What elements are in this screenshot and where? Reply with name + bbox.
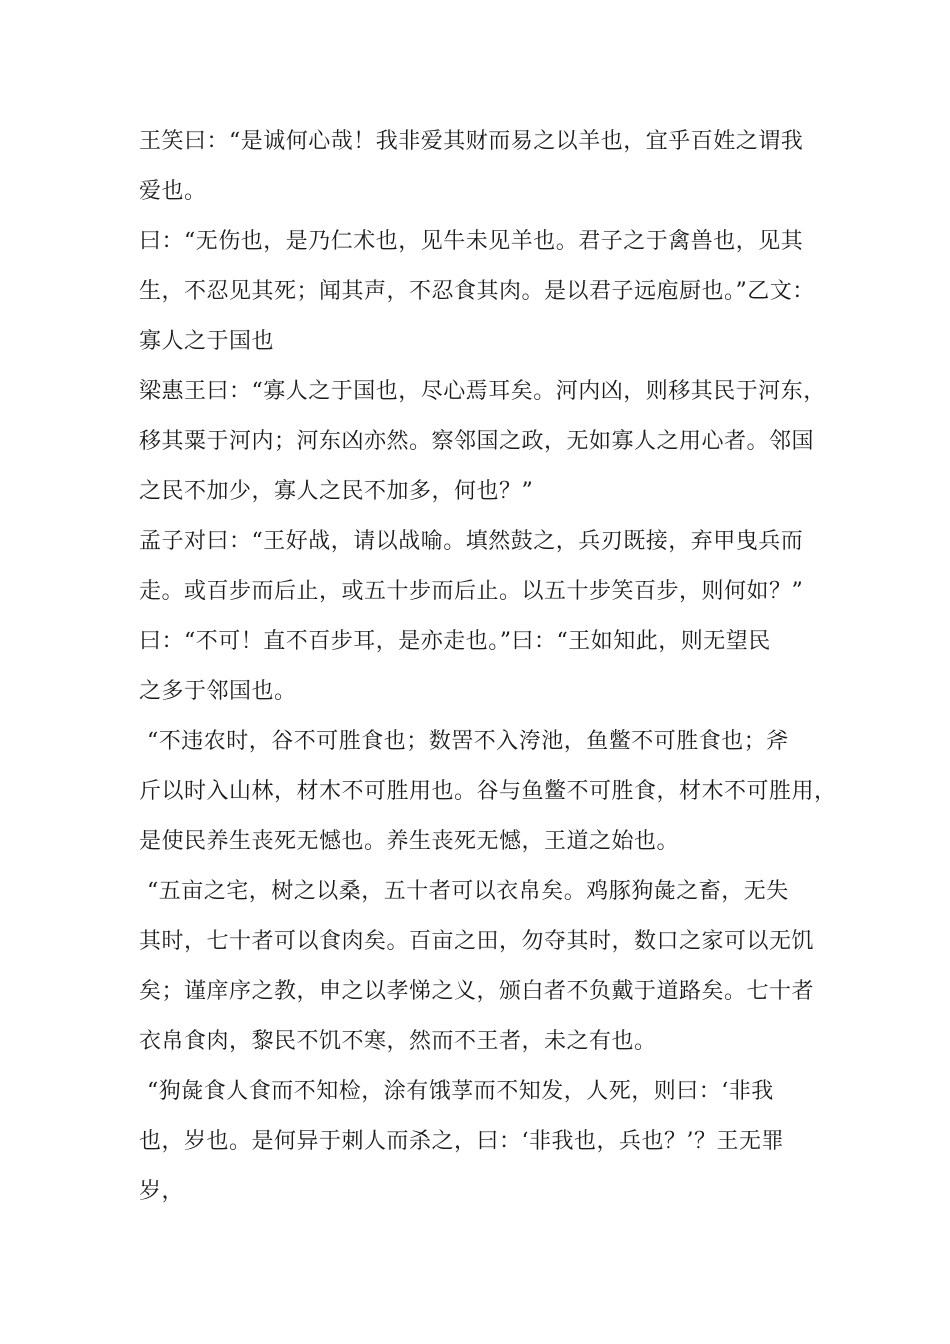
- document-body: [139, 117, 839, 1217]
- text-line: 生，不忍见其死；闻其声，不忍食其肉。是以君子远庖厨也。”乙文：: [139, 279, 815, 304]
- text-line: 其时，七十者可以食肉矣。百亩之田，勿夺其时，数口之家可以无饥: [139, 929, 815, 954]
- text-line: 也，岁也。是何异于刺人而杀之，曰：‘非我也，兵也？’？王无罪: [139, 1129, 784, 1154]
- text-line: 孟子对曰：“王好战，请以战喻。填然鼓之，兵刃既接，弃甲曳兵而: [139, 529, 804, 554]
- text-line: 之民不加少，寡人之民不加多，何也？”: [139, 479, 534, 504]
- text-line: “五亩之宅，树之以桑，五十者可以衣帛矣。鸡豚狗彘之畜，无失: [147, 879, 789, 904]
- text-line: 梁惠王曰：“寡人之于国也，尽心焉耳矣。河内凶，则移其民于河东，: [139, 379, 826, 404]
- text-line: 斤以时入山林，材木不可胜用也。谷与鱼鳖不可胜食，材木不可胜用，: [139, 779, 837, 804]
- text-line: 之多于邻国也。: [139, 679, 297, 704]
- text-line: 矣；谨庠序之教，申之以孝悌之义，颁白者不负戴于道路矣。七十者: [139, 979, 815, 1004]
- text-line: 移其粟于河内；河东凶亦然。察邻国之政，无如寡人之用心者。邻国: [139, 429, 815, 454]
- text-line: “不违农时，谷不可胜食也；数罟不入洿池，鱼鳖不可胜食也；斧: [147, 729, 789, 754]
- text-line: 曰：“无伤也，是乃仁术也，见牛未见羊也。君子之于禽兽也，见其: [139, 229, 804, 254]
- text-line: 衣帛食肉，黎民不饥不寒，然而不王者，未之有也。: [139, 1029, 657, 1054]
- section-title: 寡人之于国也: [139, 329, 275, 354]
- text-line: 岁，: [139, 1179, 185, 1204]
- text-line: “狗彘食人食而不知检，涂有饿莩而不知发，人死，则曰：‘非我: [147, 1079, 774, 1104]
- text-line: 爱也。: [139, 179, 207, 204]
- text-line: 走。或百步而后止，或五十步而后止。以五十步笑百步，则何如？”: [139, 579, 804, 604]
- text-line: 是使民养生丧死无憾也。养生丧死无憾，王道之始也。: [139, 829, 680, 854]
- text-line: 王笑曰：“是诚何心哉！我非爱其财而易之以羊也，宜乎百姓之谓我: [139, 129, 804, 154]
- text-line: 曰：“不可！直不百步耳，是亦走也。”曰：“王如知此，则无望民: [139, 629, 771, 654]
